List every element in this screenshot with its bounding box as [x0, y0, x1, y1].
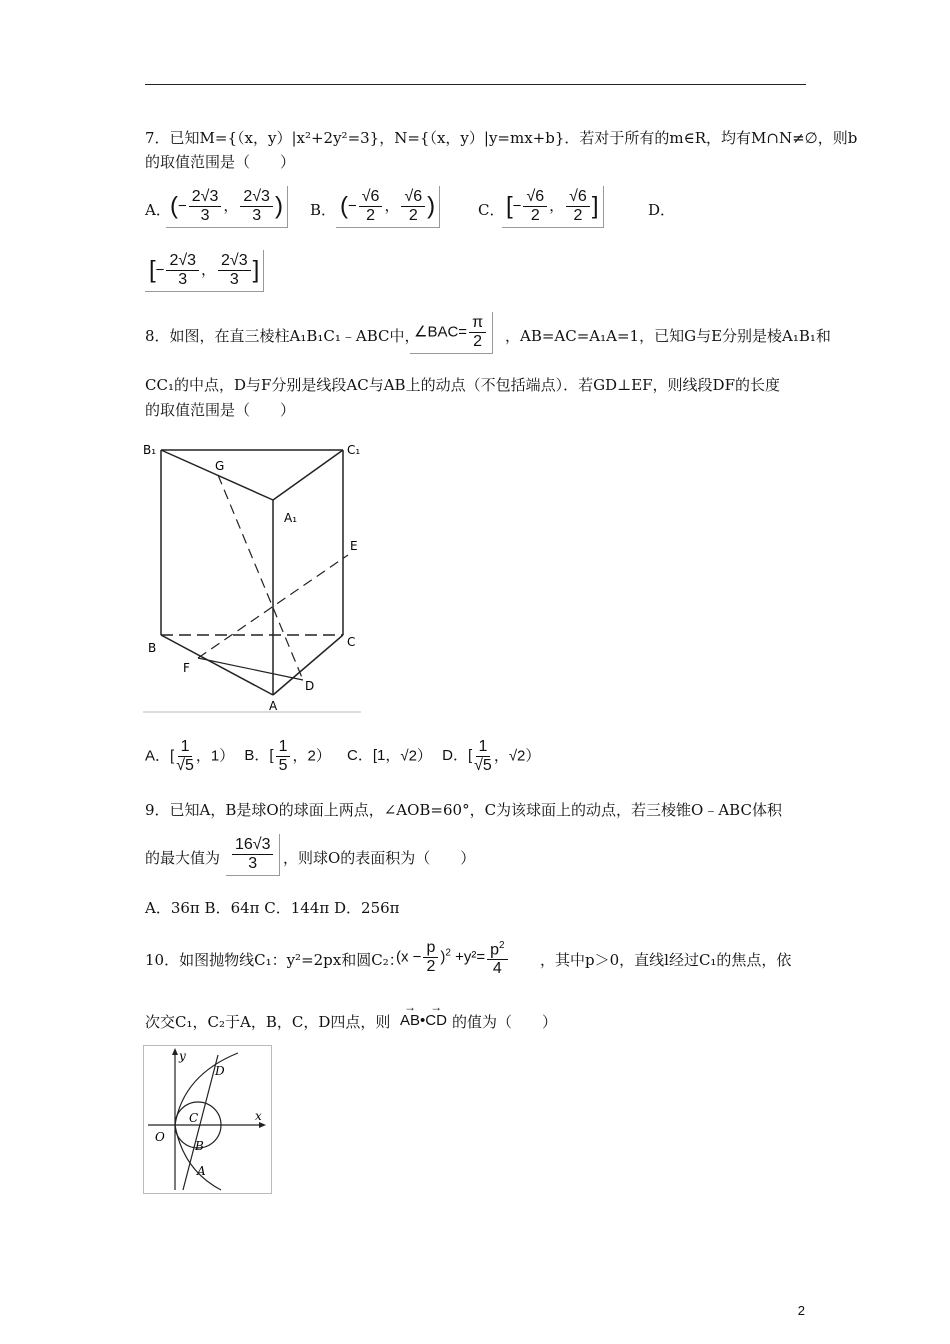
q9-stem-line2b: ，则球O的表面积为（ ）	[283, 849, 476, 867]
label-b1: B₁	[143, 443, 157, 457]
q9-stem-line1: 9．已知A，B是球O的球面上两点，∠AOB=60°，C为该球面上的动点，若三棱锥O﹣ABC体积	[145, 801, 782, 819]
q8-prism-figure	[143, 440, 363, 714]
q7-stem-line1: 7．已知M={（x，y）|x²+2y²=3}，N={（x，y）|y=mx+b}．若对于所有的m∈R，均有M∩N≠∅，则b	[145, 129, 858, 147]
q8-stem-line2: CC₁的中点，D与F分别是线段AC与AB上的动点（不包括端点）．若GD⊥EF，则线段DF的长度	[145, 376, 780, 394]
q9-max-volume-formula: $\frac{16√3}{3}$	[226, 834, 280, 876]
label-a: A	[269, 699, 278, 713]
q9-stem-line2a: 的最大值为	[145, 849, 221, 867]
label-c: C	[347, 635, 356, 649]
q10-circle-formula: (x − $\frac{p}{2}$ )$^2$ +y²= $\frac{p^2}{4}$	[396, 937, 510, 978]
label-g: G	[215, 459, 225, 473]
label-a: A	[197, 1164, 206, 1178]
q7-option-b-formula: (− $\frac{√6}{2}$ ， $\frac{√6}{2}$ )	[336, 186, 440, 228]
q10-dot-product: → AB•→ CD	[400, 1012, 447, 1029]
label-c: C	[189, 1111, 199, 1125]
q10-stem-line2a: 次交C₁，C₂于A，B，C，D四点，则	[145, 1013, 391, 1031]
header-rule	[145, 84, 806, 85]
q8-options: A．[ $\frac{1}{√5}$ ，1） B．[ $\frac{1}{5}$ ，2） C．[1，√2） D．[ $\frac{1}{√5}$ ，√2）	[145, 738, 541, 774]
q8-stem-line3: 的取值范围是（ ）	[145, 401, 296, 419]
q8-stem-line1b: ，AB=AC=A₁A=1，已知G与E分别是棱A₁B₁和	[505, 327, 831, 345]
page-number: 2	[797, 1303, 805, 1318]
label-d: D	[215, 1064, 225, 1078]
label-d: D	[305, 679, 315, 693]
q7-option-c-formula: [− $\frac{√6}{2}$ ， $\frac{√6}{2}$ ]	[502, 186, 604, 228]
label-c1: C₁	[347, 443, 361, 457]
q10-stem-line1b: ，其中p＞0，直线l经过C₁的焦点，依	[540, 951, 792, 969]
label-o: O	[155, 1130, 165, 1144]
q10-parabola-figure	[143, 1045, 273, 1195]
q7-option-b-label: B．	[310, 201, 337, 219]
q7-option-d-label: D．	[648, 201, 676, 219]
q8-stem-line1a: 8．如图，在直三棱柱A₁B₁C₁﹣ABC中，	[145, 327, 420, 345]
label-e: E	[350, 539, 358, 553]
q7-option-a-formula: (− $\frac{2√3}{3}$ ， $\frac{2√3}{3}$ )	[166, 186, 288, 228]
label-x: x	[255, 1109, 262, 1123]
q10-stem-line1a: 10．如图抛物线C₁：y²=2px和圆C₂：	[145, 951, 404, 969]
q7-option-a-label: A．	[145, 201, 171, 219]
label-b: B	[195, 1139, 204, 1153]
q8-angle-formula: ∠BAC= $\frac{\pi}{2}$	[410, 312, 493, 354]
q10-stem-line2b: 的值为（ ）	[452, 1013, 558, 1031]
label-b: B	[148, 641, 157, 655]
label-y: y	[179, 1049, 186, 1063]
q7-option-d-formula: [− $\frac{2√3}{3}$ ， $\frac{2√3}{3}$ ]	[145, 250, 264, 292]
q7-stem-line2: 的取值范围是（ ）	[145, 153, 296, 171]
q7-option-c-label: C．	[478, 201, 505, 219]
q9-options: A．36π B．64π C．144π D．256π	[145, 899, 400, 917]
label-f: F	[183, 661, 190, 675]
label-a1: A₁	[284, 511, 298, 525]
